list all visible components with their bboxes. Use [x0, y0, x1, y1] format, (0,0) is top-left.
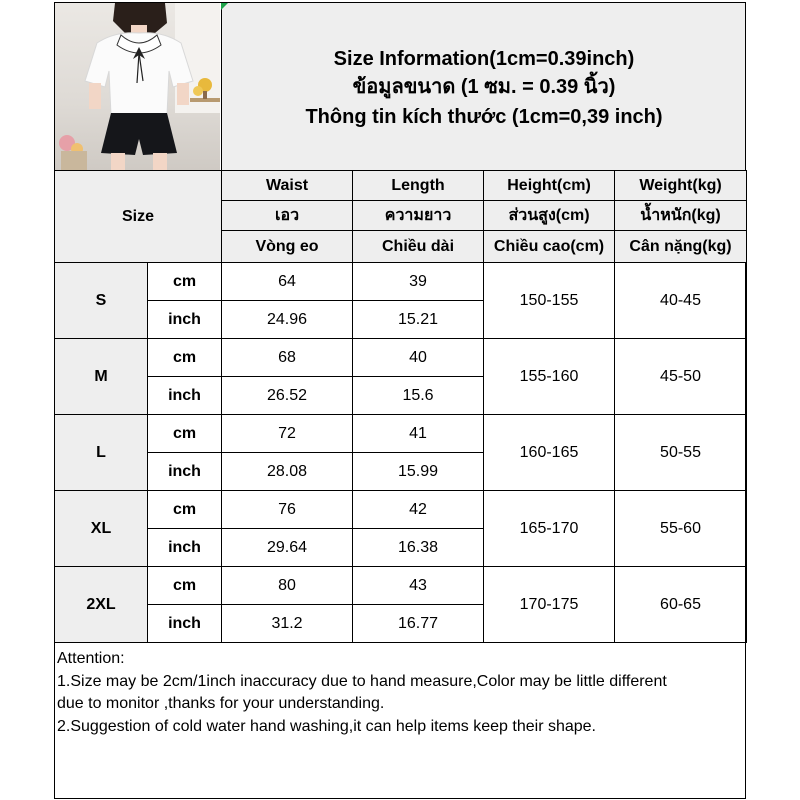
- size-info-header: [221, 3, 745, 170]
- unit-inch-label: inch: [148, 453, 222, 491]
- length-cm-value: 41: [353, 415, 484, 453]
- col-header-waist-th: เอว: [222, 201, 353, 231]
- waist-inch-value: 24.96: [222, 301, 353, 339]
- waist-inch-value: 29.64: [222, 529, 353, 567]
- unit-cm-label: cm: [148, 339, 222, 377]
- header-title-en: Size Information(1cm=0.39inch): [333, 48, 635, 70]
- size-label: XL: [55, 491, 148, 567]
- header-title-vi: Thông tin kích thước (1cm=0,39 inch): [305, 106, 663, 128]
- unit-inch-label: inch: [148, 377, 222, 415]
- height-value: 150-155: [484, 263, 615, 339]
- attention-title: Attention:: [57, 650, 125, 667]
- table-row: [55, 491, 747, 529]
- col-header-length-en: Length: [353, 171, 484, 201]
- height-value: 165-170: [484, 491, 615, 567]
- height-value: 155-160: [484, 339, 615, 415]
- col-header-length-vi: Chiều dài: [353, 231, 484, 263]
- col-header-weight-th: น้ำหนัก(kg): [615, 201, 747, 231]
- table-row: [55, 567, 747, 605]
- waist-inch-value: 31.2: [222, 605, 353, 643]
- model-figure: [55, 3, 220, 170]
- col-header-waist-vi: Vòng eo: [222, 231, 353, 263]
- attention-note-2: 2.Suggestion of cold water hand washing,it can help items keep their shape.: [57, 717, 596, 735]
- weight-value: 45-50: [615, 339, 747, 415]
- height-value: 170-175: [484, 567, 615, 643]
- attention-note-1: 1.Size may be 2cm/1inch inaccuracy due to hand measure,Color may be little different: [57, 672, 667, 690]
- col-header-length-th: ความยาว: [353, 201, 484, 231]
- unit-inch-label: inch: [148, 301, 222, 339]
- length-inch-value: 15.21: [353, 301, 484, 339]
- size-label: 2XL: [55, 567, 148, 643]
- attention-notes: [57, 648, 745, 738]
- weight-value: 55-60: [615, 491, 747, 567]
- unit-cm-label: cm: [148, 415, 222, 453]
- waist-cm-value: 72: [222, 415, 353, 453]
- waist-inch-value: 26.52: [222, 377, 353, 415]
- corner-mark: [221, 3, 228, 10]
- table-row: [55, 415, 747, 453]
- size-table: [54, 170, 747, 643]
- unit-cm-label: cm: [148, 567, 222, 605]
- length-cm-value: 43: [353, 567, 484, 605]
- col-header-weight-en: Weight(kg): [615, 171, 747, 201]
- table-row: [55, 263, 747, 301]
- weight-value: 50-55: [615, 415, 747, 491]
- table-row: [55, 339, 747, 377]
- height-value: 160-165: [484, 415, 615, 491]
- header-title-th: ข้อมูลขนาด (1 ซม. = 0.39 นิ้ว): [352, 76, 616, 98]
- waist-cm-value: 64: [222, 263, 353, 301]
- weight-value: 60-65: [615, 567, 747, 643]
- size-label: M: [55, 339, 148, 415]
- length-inch-value: 16.38: [353, 529, 484, 567]
- waist-cm-value: 80: [222, 567, 353, 605]
- size-label: S: [55, 263, 148, 339]
- attention-note-1-cont: due to monitor ,thanks for your understanding.: [57, 695, 385, 712]
- length-cm-value: 42: [353, 491, 484, 529]
- col-header-height-th: ส่วนสูง(cm): [484, 201, 615, 231]
- unit-inch-label: inch: [148, 529, 222, 567]
- col-header-height-en: Height(cm): [484, 171, 615, 201]
- length-cm-value: 39: [353, 263, 484, 301]
- length-cm-value: 40: [353, 339, 484, 377]
- size-corner-label: Size: [55, 171, 222, 263]
- col-header-weight-vi: Cân nặng(kg): [615, 231, 747, 263]
- product-photo: [55, 3, 220, 170]
- weight-value: 40-45: [615, 263, 747, 339]
- length-inch-value: 15.99: [353, 453, 484, 491]
- size-label: L: [55, 415, 148, 491]
- unit-cm-label: cm: [148, 263, 222, 301]
- waist-inch-value: 28.08: [222, 453, 353, 491]
- unit-cm-label: cm: [148, 491, 222, 529]
- unit-inch-label: inch: [148, 605, 222, 643]
- length-inch-value: 16.77: [353, 605, 484, 643]
- col-header-height-vi: Chiều cao(cm): [484, 231, 615, 263]
- waist-cm-value: 76: [222, 491, 353, 529]
- length-inch-value: 15.6: [353, 377, 484, 415]
- waist-cm-value: 68: [222, 339, 353, 377]
- col-header-waist-en: Waist: [222, 171, 353, 201]
